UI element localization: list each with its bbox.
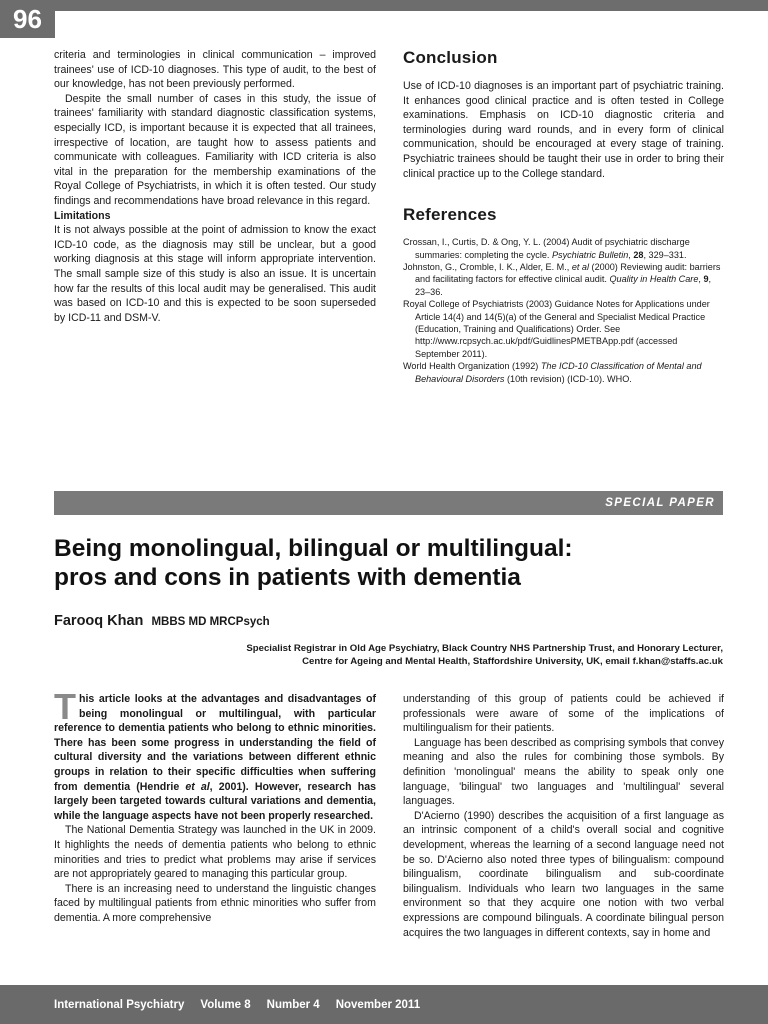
reference-item: Crossan, I., Curtis, D. & Ong, Y. L. (2004) Audit of psychiatric discharge summaries: completing the cycle. Psychiatric Bulletin, 28, 329–331. (403, 237, 690, 260)
author-name: Farooq Khan (54, 613, 144, 629)
title-line: pros and cons in patients with dementia (54, 564, 521, 591)
issue-number: Number 4 (266, 998, 320, 1011)
limitations-heading: Limitations (54, 209, 111, 222)
left-column-bottom (54, 686, 376, 926)
conclusion-heading: Conclusion (403, 48, 498, 67)
abstract: This article looks at the advantages and disadvantages of being monolingual or multilingual, with particular reference to dementia patients who belong to ethnic minorities. There has been some progress in understanding the field of cultural diversity and the variations between different ethnic groups in relation to their specific difficulties when suffering from dementia (Hendrie et al, 2001). However, research has largely been targeted towards cultural variations and dementia, while the language aspects have not been properly researched. (54, 686, 376, 822)
header-bar (0, 0, 768, 11)
paragraph: understanding of this group of patients could be achieved if professionals were aware of some of the implications of multilingualism for their patients. (403, 693, 724, 735)
journal-name: International Psychiatry (54, 998, 185, 1011)
footer-citation (54, 985, 420, 1024)
article-title (54, 534, 734, 592)
paragraph: The National Dementia Strategy was launched in the UK in 2009. It highlights the needs of dementia patients who belong to ethnic minorities and tries to predict what problems may arise if services are not appropriately geared to managing this particular group. (54, 824, 376, 881)
references-heading: References (403, 205, 497, 225)
paragraph: Language has been described as comprising symbols that convey meaning and also the rules for combining those symbols. By definition 'monolingual' means the ability to speak only one language, 'bilingual' two languages and 'multilingual' several languages. (403, 736, 724, 808)
left-column-top (54, 48, 376, 325)
affiliation-line: Specialist Registrar in Old Age Psychiatry, Black Country NHS Partnership Trust, and Honorary Lecturer, (246, 643, 723, 654)
reference-item: Johnston, G., Cromble, I. K., Alder, E. M., et al (2000) Reviewing audit: barriers and facilitating factors for effective clinical audit. Quality in Health Care, 9, 23–36. (403, 261, 721, 297)
footer-bar (0, 985, 768, 1024)
paragraph: There is an increasing need to understand the linguistic changes faced by multilingual patients from ethnic minorities who suffer from dementia. A more comprehensive (54, 882, 376, 924)
drop-cap: T (54, 686, 76, 727)
title-line: Being monolingual, bilingual or multilingual: (54, 535, 573, 562)
author-byline (54, 613, 270, 629)
section-label: SPECIAL PAPER (605, 497, 715, 509)
page-number: 96 (0, 0, 55, 38)
volume: Volume 8 (200, 998, 251, 1011)
issue-date: November 2011 (335, 998, 421, 1011)
conclusion-text: Use of ICD-10 diagnoses is an important part of psychiatric training. It enhances good clinical practice and is often tested in College examinations. Emphasis on ICD-10 diagnostic criteria and terminologies during ward rounds, and in every form of clinical communication, should be encouraged at every stage of training. Psychiatric trainees should be taught their use in order to bring their clinical practice up to the College standard. (403, 80, 724, 180)
paragraph: D'Acierno (1990) describes the acquisition of a first language as an intrinsic component of a child's overall social and cognitive development, whereas the learning of a second language need not be so. D'Acierno also noted three types of bilingualism: compound bilingualism, coordinate bilingualism and sub-coordinate bilingualism. Individuals who learn two languages in the same environment so that they acquire one notion with two verbal expressions are compound bilinguals. A coordinate bilingual person acquires the two languages in different contexts, say in home and (403, 809, 724, 939)
reference-item: World Health Organization (1992) The ICD-10 Classification of Mental and Behavioural Disorders (10th revision) (ICD-10). WHO. (403, 361, 702, 384)
reference-item: Royal College of Psychiatrists (2003) Guidance Notes for Applications under Article 14(4) and 14(5)(a) of the General and Specialist Medical Practice (Education, Training and Qualifications) Order. See http://www.rcpsych.ac.uk/pdf/GuidlinesPMETBApp.pdf (accessed September 2011). (403, 299, 710, 359)
author-affiliation (150, 642, 723, 668)
right-column-bottom (403, 692, 724, 940)
paragraph: criteria and terminologies in clinical communication – improved trainees' use of ICD-10 diagnoses. This type of audit, to the best of our knowledge, has not been previously performed. (54, 49, 376, 91)
paragraph: It is not always possible at the point of admission to know the exact ICD-10 code, as the diagnosis may still be unclear, but a good working diagnosis at this stage will inform appropriate intervention. The small sample size of this study is also an issue. It is uncertain how far the results of this local audit may be generalised. This audit was based on ICD-10 and this is expected to be soon superseded by ICD-11 and DSM-V. (54, 224, 376, 324)
right-column-top (403, 48, 724, 385)
author-qualifications: MBBS MD MRCPsych (151, 616, 270, 628)
section-label-bar (54, 491, 723, 515)
paragraph: Despite the small number of cases in this study, the issue of trainees' familiarity with standard diagnostic classification systems, especially ICD, is important because it is expected that all trainees, irrespective of location, are taught how to assess patients and communicate with colleagues. Familiarity with ICD criteria is also vital in the preparation for the membership examinations of the Royal College of Psychiatrists, in which it is often tested. Our study findings and recommendations have broad relevance in this regard. (54, 92, 376, 207)
affiliation-line: Centre for Ageing and Mental Health, Staffordshire University, UK, email f.khan@staffs.ac.uk (302, 656, 723, 667)
